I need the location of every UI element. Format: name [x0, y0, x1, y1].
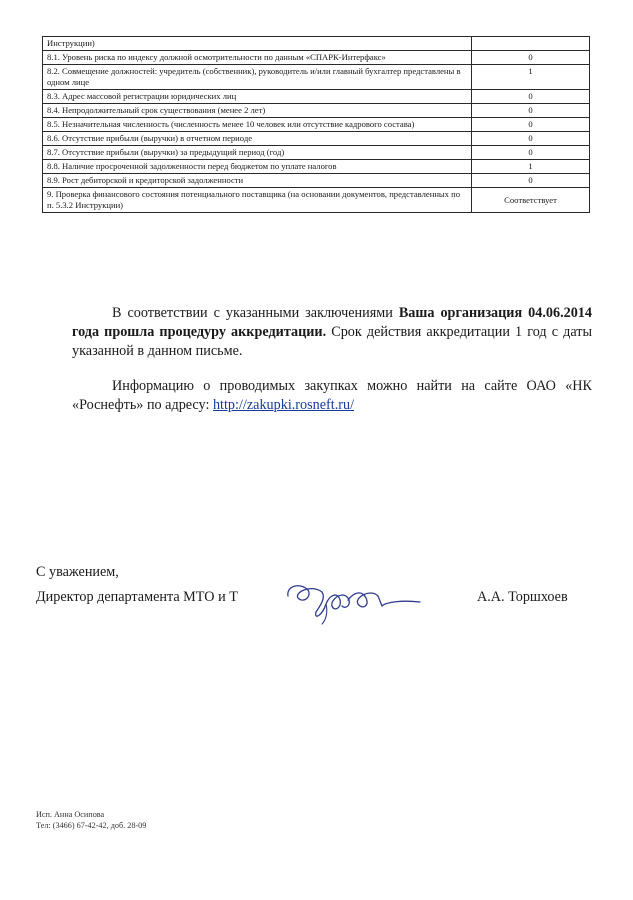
procurement-site-link[interactable]: http://zakupki.rosneft.ru/ [212, 397, 355, 413]
criterion-text: 8.3. Адрес массовой регистрации юридических лиц [43, 90, 472, 104]
criterion-value [472, 37, 590, 51]
criterion-value: 0 [472, 118, 590, 132]
criterion-value: 0 [472, 104, 590, 118]
criterion-value: 0 [472, 51, 590, 65]
handwritten-signature [282, 576, 422, 628]
table-row [43, 37, 590, 51]
criterion-value: 0 [472, 146, 590, 160]
criterion-text: Инструкции) [43, 37, 472, 51]
table-row [43, 146, 590, 160]
accreditation-paragraph [72, 304, 592, 361]
criterion-text: 8.9. Рост дебиторской и кредиторской задолженности [43, 174, 472, 188]
table-row [43, 65, 590, 90]
table-row [43, 90, 590, 104]
criterion-text: 9. Проверка финансового состояния потенциального поставщика (на основании документов, представленных по п. 5.3.2 Инструкции) [43, 188, 472, 213]
criterion-text: 8.4. Непродолжительный срок существования (менее 2 лет) [43, 104, 472, 118]
criterion-text: 8.7. Отсутствие прибыли (выручки) за предыдущий период (год) [43, 146, 472, 160]
procurement-info-text: Информацию о проводимых закупках можно найти на сайте ОАО «НК «Роснефть» по адресу: [72, 378, 592, 413]
criterion-text: 8.8. Наличие просроченной задолженности перед бюджетом по уплате налогов [43, 160, 472, 174]
criterion-value: 0 [472, 174, 590, 188]
criterion-value: 0 [472, 90, 590, 104]
criterion-text: 8.2. Совмещение должностей: учредитель (собственник), руководитель и/или главный бухгалтер представлены в одном лице [43, 65, 472, 90]
accreditation-result: Ваша организация 04.06.2014 года прошла процедуру аккредитации. [72, 305, 592, 340]
criterion-value: 1 [472, 65, 590, 90]
criteria-table [42, 36, 590, 213]
executor-phone: Тел: (3466) 67-42-42, доб. 28-09 [36, 821, 147, 830]
criterion-value: Соответствует [472, 188, 590, 213]
table-row [43, 160, 590, 174]
table-row [43, 174, 590, 188]
accreditation-text-start: В соответствии с указанными заключениями [112, 305, 399, 321]
table-row [43, 51, 590, 65]
procurement-info-paragraph [72, 377, 592, 415]
signer-name: А.А. Торшхоев [477, 589, 568, 605]
accreditation-validity: Срок действия аккредитации 1 год с даты указанной в данном письме. [72, 324, 592, 359]
criterion-value: 0 [472, 132, 590, 146]
table-row [43, 132, 590, 146]
criterion-text: 8.6. Отсутствие прибыли (выручки) в отчетном периоде [43, 132, 472, 146]
criterion-value: 1 [472, 160, 590, 174]
table-row [43, 118, 590, 132]
closing-regards: С уважением, [36, 564, 119, 580]
criterion-text: 8.1. Уровень риска по индексу должной осмотрительности по данным «СПАРК-Интерфакс» [43, 51, 472, 65]
signer-position: Директор департамента МТО и Т [36, 589, 238, 605]
executor-name: Исп. Анна Осипова [36, 810, 105, 819]
criterion-text: 8.5. Незначительная численность (численность менее 10 человек или отсутствие кадрового состава) [43, 118, 472, 132]
table-row [43, 104, 590, 118]
table-row [43, 188, 590, 213]
